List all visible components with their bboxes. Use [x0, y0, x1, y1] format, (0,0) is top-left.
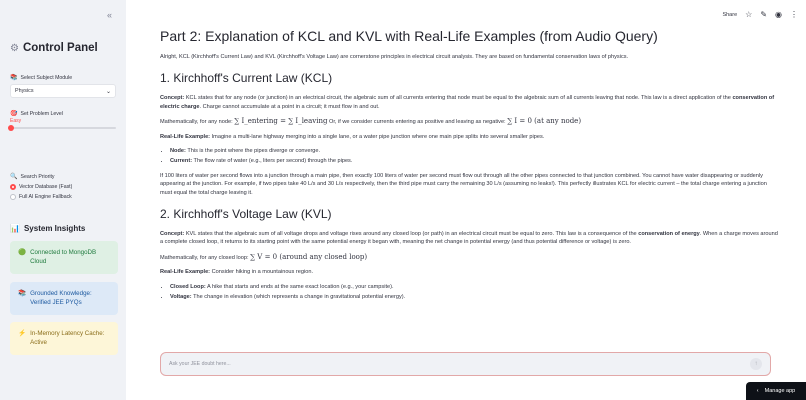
send-icon[interactable]: ↑	[750, 358, 762, 370]
search-priority-label: 🔍 Search Priority	[10, 173, 55, 180]
radio-selected-icon[interactable]	[10, 184, 16, 190]
subject-select-value: Physics	[15, 88, 34, 94]
list-item: • Closed Loop: A hike that starts and ends at the same exact location (e.g., your campsite).	[170, 283, 778, 291]
kcl-equation-2: ∑ I = 0 (at any node)	[507, 117, 582, 126]
list-item: • Voltage: The change in elevation (which represents a change in gravitational potential energy).	[170, 293, 778, 301]
kvl-heading: 2. Kirchhoff's Voltage Law (KVL)	[160, 207, 332, 222]
list-item: • Node: This is the point where the pipes diverge or converge.	[170, 147, 778, 155]
subject-select[interactable]	[10, 84, 116, 98]
main-content	[126, 0, 806, 400]
more-icon[interactable]: ⋮	[790, 10, 798, 19]
lightning-icon: ⚡	[18, 330, 27, 337]
kvl-math: Mathematically, for any closed loop: ∑ V = 0 (around any closed loop)	[160, 252, 368, 261]
list-item: • Current: The flow rate of water (e.g., liters per second) through the pipes.	[170, 157, 778, 165]
subject-label: 📚 Select Subject Module	[10, 74, 73, 81]
star-icon[interactable]: ☆	[745, 10, 753, 19]
kcl-heading: 1. Kirchhoff's Current Law (KCL)	[160, 71, 333, 86]
control-panel-label: Control Panel	[22, 42, 98, 54]
search-icon: 🔍	[10, 174, 18, 180]
problem-level-value: Easy	[10, 118, 22, 124]
collapse-sidebar-icon[interactable]: «	[107, 10, 113, 20]
chat-input-placeholder[interactable]: Ask your JEE doubt here...	[169, 361, 231, 367]
kvl-bullets	[170, 283, 778, 302]
kcl-math: Mathematically, for any node: ∑ I_entering = ∑ I_leaving Or, if we consider currents entering as positive and leaving as negative: ∑ I = 0 (at any node)	[160, 117, 582, 126]
slider-knob[interactable]	[8, 125, 14, 131]
control-panel-title	[10, 42, 98, 54]
github-icon[interactable]: ◉	[775, 10, 782, 19]
chevron-left-icon: ‹	[756, 388, 759, 394]
problem-level-label: 🎯 Set Problem Level	[10, 110, 63, 117]
status-card-mongodb: 🟢 Connected to MongoDB Cloud	[10, 241, 118, 274]
kvl-concept: Concept: KVL states that the algebraic sum of all voltage drops and voltage rises around any closed loop (or path) in an electrical circuit must be equal to zero. This law is a consequence of the conservation of energy. When a charge moves around a complete closed loop, it returns to its starting point with the same potential energy it began with, meaning the net change in potential energy (and thus potential difference or voltage) is zero.	[160, 231, 778, 246]
gear-icon: ⚙	[10, 42, 19, 54]
sidebar	[0, 0, 126, 400]
radio-vector-db[interactable]: Vector Database (Fast)	[10, 184, 72, 190]
manage-app-button[interactable]: ‹ Manage app	[746, 382, 806, 400]
intro-paragraph: Alright, KCL (Kirchhoff's Current Law) and KVL (Kirchhoff's Voltage Law) are cornerstone principles in electrical circuit analysis. They are based on fundamental conservation laws of physics.	[160, 54, 629, 60]
edit-icon[interactable]: ✎	[760, 10, 768, 19]
kcl-example: Real-Life Example: Imagine a multi-lane highway merging into a single lane, or a water pipe junction where one main pipe splits into several smaller pipes.	[160, 133, 545, 140]
green-circle-icon: 🟢	[18, 249, 27, 256]
answer-content	[160, 28, 778, 308]
radio-unselected-icon[interactable]	[10, 194, 16, 200]
kvl-example: Real-Life Example: Consider hiking in a mountainous region.	[160, 269, 313, 276]
system-insights-title: 📊 System Insights	[10, 224, 86, 233]
book-icon: 📚	[10, 75, 18, 81]
target-icon: 🎯	[10, 111, 18, 117]
kcl-bullets	[170, 147, 778, 166]
kcl-equation: ∑ I_entering = ∑ I_leaving	[234, 117, 328, 126]
kcl-concept: Concept: KCL states that for any node (or junction) in an electrical circuit, the algebraic sum of all currents entering that node must be equal to the algebraic sum of all currents leaving that node. This law is a direct application of the conservation of electric charge. Charge cannot accumulate at a point in a circuit; it must flow in and out.	[160, 95, 775, 110]
chevron-down-icon: ⌄	[105, 88, 111, 95]
radio-full-ai[interactable]: Full AI Engine Fallback	[10, 194, 72, 200]
problem-level-slider[interactable]	[10, 127, 116, 129]
chart-icon: 📊	[10, 224, 20, 233]
kvl-equation: ∑ V = 0 (around any closed loop)	[250, 252, 368, 261]
page-title: Part 2: Explanation of KCL and KVL with Real-Life Examples (from Audio Query)	[160, 28, 658, 44]
status-card-knowledge: 📚 Grounded Knowledge: Verified JEE PYQs	[10, 282, 118, 315]
share-button[interactable]: Share	[722, 11, 738, 18]
status-card-cache: ⚡ In-Memory Latency Cache: Active	[10, 322, 118, 355]
books-icon: 📚	[18, 290, 27, 297]
kcl-paragraph: If 100 liters of water per second flows into a junction through a main pipe, then exactly 100 liters of water per second must flow out through all the other pipes connected to that junction combined. You cannot have water disappearing or suddenly appearing at the junction. For example, if two pipes take 40 L/s and 30 L/s respectively, then the third pipe must carry the remaining 30 L/s (assuming no leaks!). This perfectly illustrates KCL for electric current – the total charge entering a junction must equal the total charge leaving it.	[160, 172, 767, 196]
top-toolbar	[722, 10, 798, 19]
chat-input[interactable]	[160, 352, 771, 376]
